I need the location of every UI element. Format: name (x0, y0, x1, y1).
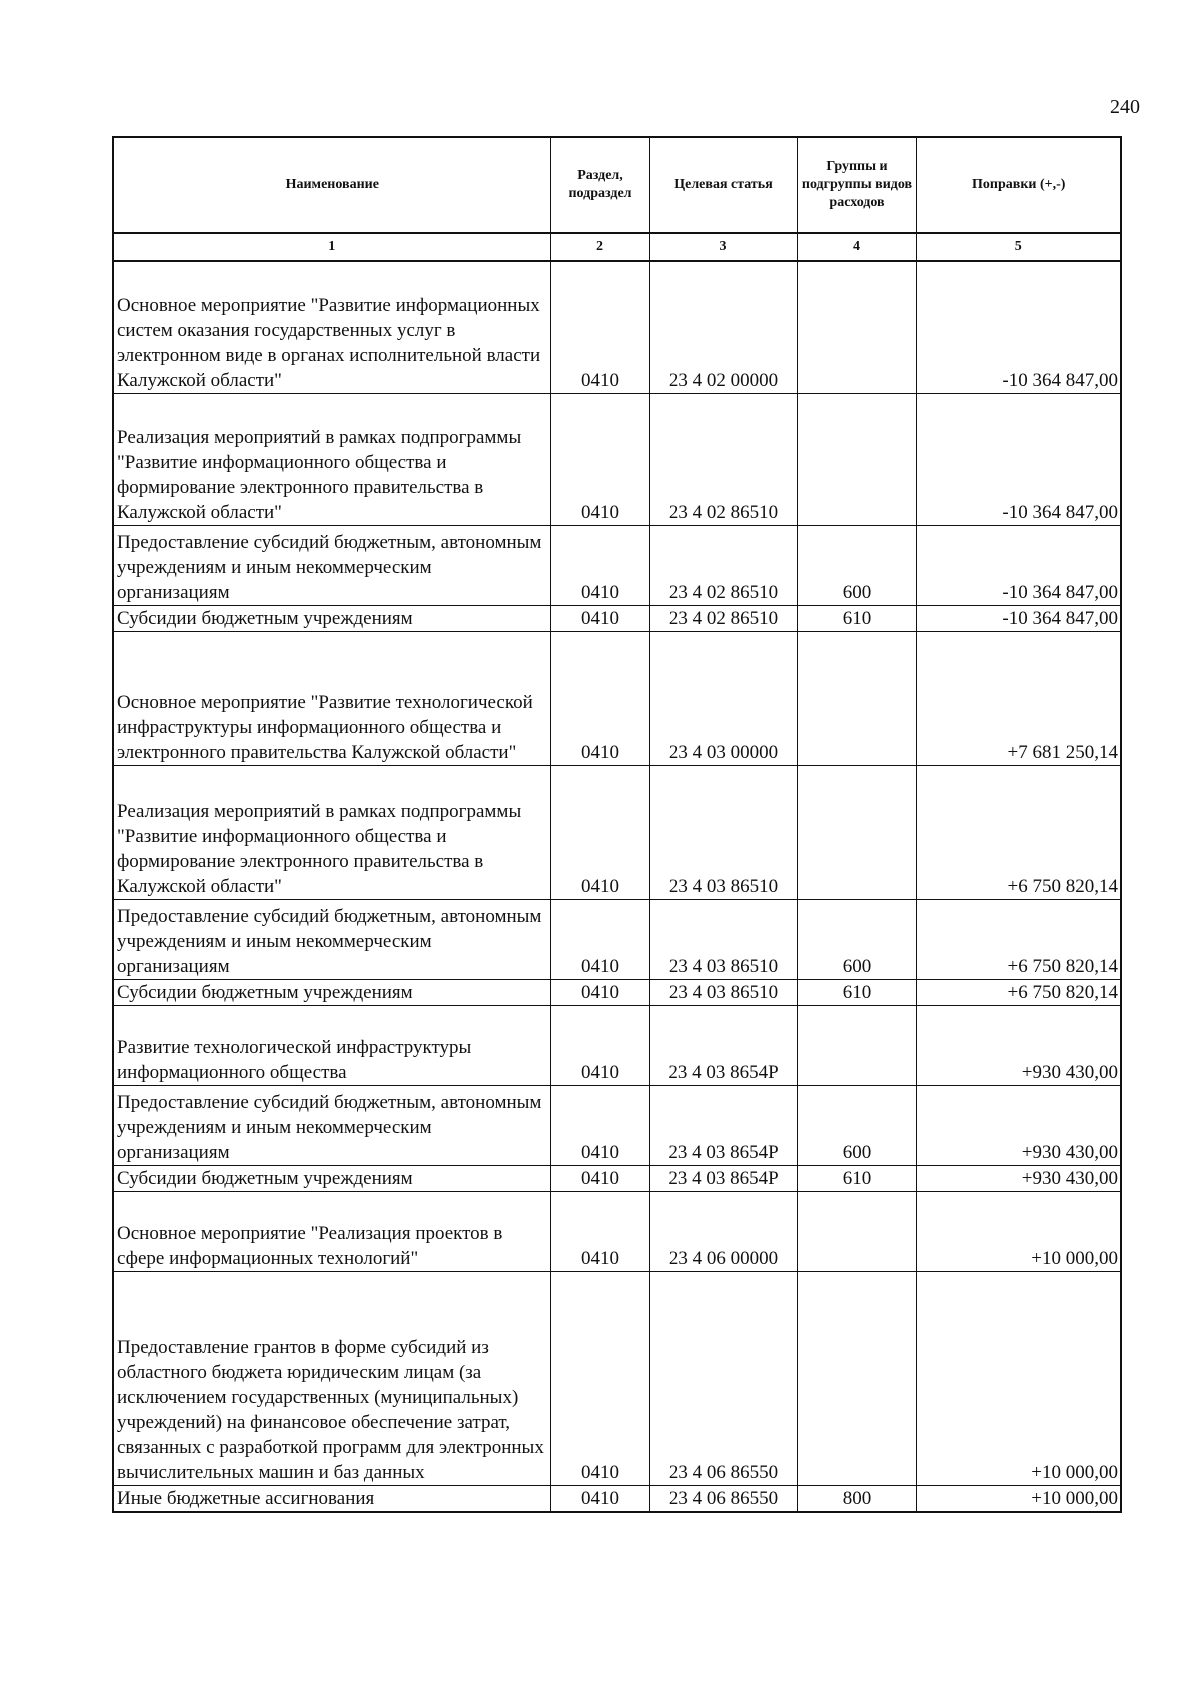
table-row (113, 1005, 1121, 1085)
table-row (113, 1271, 1121, 1485)
header-section: Раздел, подраздел (550, 137, 649, 233)
row-amount: +7 681 250,14 (916, 631, 1121, 765)
column-number: 3 (649, 233, 797, 261)
header-amendments: Поправки (+,-) (916, 137, 1121, 233)
row-group (797, 261, 916, 393)
row-section: 0410 (550, 765, 649, 899)
row-section: 0410 (550, 979, 649, 1005)
table-row (113, 261, 1121, 393)
row-target: 23 4 03 00000 (649, 631, 797, 765)
row-target: 23 4 06 86550 (649, 1271, 797, 1485)
row-section: 0410 (550, 1005, 649, 1085)
page-number: 240 (1110, 96, 1140, 118)
row-group: 600 (797, 899, 916, 979)
row-target: 23 4 03 8654Р (649, 1165, 797, 1191)
row-target: 23 4 03 8654Р (649, 1005, 797, 1085)
header-target: Целевая статья (649, 137, 797, 233)
header-name: Наименование (113, 137, 550, 233)
row-amount: -10 364 847,00 (916, 261, 1121, 393)
table-row (113, 1191, 1121, 1271)
row-section: 0410 (550, 1085, 649, 1165)
row-section: 0410 (550, 1485, 649, 1512)
row-group (797, 765, 916, 899)
row-amount: +930 430,00 (916, 1165, 1121, 1191)
row-section: 0410 (550, 261, 649, 393)
row-group: 610 (797, 605, 916, 631)
row-section: 0410 (550, 525, 649, 605)
table-row (113, 525, 1121, 605)
row-name: Развитие технологической инфраструктуры информационного общества (113, 1005, 550, 1085)
row-name: Реализация мероприятий в рамках подпрограммы "Развитие информационного общества и формирование электронного правительства в Калужской области" (113, 765, 550, 899)
row-target: 23 4 02 86510 (649, 393, 797, 525)
row-name: Основное мероприятие "Развитие технологической инфраструктуры информационного общества и электронного правительства Калужской области" (113, 631, 550, 765)
row-target: 23 4 03 86510 (649, 979, 797, 1005)
table-row (113, 1085, 1121, 1165)
row-group: 600 (797, 525, 916, 605)
table-row (113, 1485, 1121, 1512)
row-amount: +930 430,00 (916, 1005, 1121, 1085)
table-row (113, 979, 1121, 1005)
row-section: 0410 (550, 1191, 649, 1271)
table-row (113, 605, 1121, 631)
row-group (797, 1271, 916, 1485)
column-number-row (113, 233, 1121, 261)
row-section: 0410 (550, 605, 649, 631)
row-group (797, 1191, 916, 1271)
row-section: 0410 (550, 1165, 649, 1191)
column-number: 1 (113, 233, 550, 261)
row-name: Основное мероприятие "Реализация проектов в сфере информационных технологий" (113, 1191, 550, 1271)
row-name: Субсидии бюджетным учреждениям (113, 1165, 550, 1191)
table-header-row (113, 137, 1121, 233)
row-name: Предоставление субсидий бюджетным, автономным учреждениям и иным некоммерческим организациям (113, 525, 550, 605)
row-amount: +10 000,00 (916, 1271, 1121, 1485)
budget-amendments-table (112, 136, 1122, 1513)
row-amount: -10 364 847,00 (916, 605, 1121, 631)
row-target: 23 4 02 86510 (649, 525, 797, 605)
table-row (113, 631, 1121, 765)
table-row (113, 1165, 1121, 1191)
row-group (797, 393, 916, 525)
column-number: 5 (916, 233, 1121, 261)
column-number: 4 (797, 233, 916, 261)
row-amount: +6 750 820,14 (916, 765, 1121, 899)
row-target: 23 4 03 86510 (649, 899, 797, 979)
table-row (113, 899, 1121, 979)
row-target: 23 4 02 00000 (649, 261, 797, 393)
row-target: 23 4 02 86510 (649, 605, 797, 631)
row-amount: +6 750 820,14 (916, 899, 1121, 979)
row-amount: +10 000,00 (916, 1485, 1121, 1512)
row-group (797, 631, 916, 765)
row-amount: -10 364 847,00 (916, 393, 1121, 525)
row-target: 23 4 03 86510 (649, 765, 797, 899)
row-target: 23 4 06 00000 (649, 1191, 797, 1271)
row-amount: +6 750 820,14 (916, 979, 1121, 1005)
row-group: 600 (797, 1085, 916, 1165)
row-name: Иные бюджетные ассигнования (113, 1485, 550, 1512)
column-number: 2 (550, 233, 649, 261)
row-section: 0410 (550, 1271, 649, 1485)
row-name: Предоставление грантов в форме субсидий из областного бюджета юридическим лицам (за исключением государственных (муниципальных) учреждений) на финансовое обеспечение затрат, связанных с разработкой программ для электронных вычислительных машин и баз данных (113, 1271, 550, 1485)
header-groups: Группы и подгруппы видов расходов (797, 137, 916, 233)
row-group: 610 (797, 979, 916, 1005)
row-amount: -10 364 847,00 (916, 525, 1121, 605)
row-name: Предоставление субсидий бюджетным, автономным учреждениям и иным некоммерческим организациям (113, 899, 550, 979)
row-name: Основное мероприятие "Развитие информационных систем оказания государственных услуг в электронном виде в органах исполнительной власти Калужской области" (113, 261, 550, 393)
row-amount: +10 000,00 (916, 1191, 1121, 1271)
row-group: 610 (797, 1165, 916, 1191)
row-section: 0410 (550, 631, 649, 765)
row-target: 23 4 03 8654Р (649, 1085, 797, 1165)
row-name: Субсидии бюджетным учреждениям (113, 605, 550, 631)
row-target: 23 4 06 86550 (649, 1485, 797, 1512)
row-amount: +930 430,00 (916, 1085, 1121, 1165)
row-section: 0410 (550, 393, 649, 525)
table-row (113, 765, 1121, 899)
table-row (113, 393, 1121, 525)
row-section: 0410 (550, 899, 649, 979)
row-name: Субсидии бюджетным учреждениям (113, 979, 550, 1005)
row-group (797, 1005, 916, 1085)
row-name: Реализация мероприятий в рамках подпрограммы "Развитие информационного общества и формирование электронного правительства в Калужской области" (113, 393, 550, 525)
row-group: 800 (797, 1485, 916, 1512)
row-name: Предоставление субсидий бюджетным, автономным учреждениям и иным некоммерческим организациям (113, 1085, 550, 1165)
